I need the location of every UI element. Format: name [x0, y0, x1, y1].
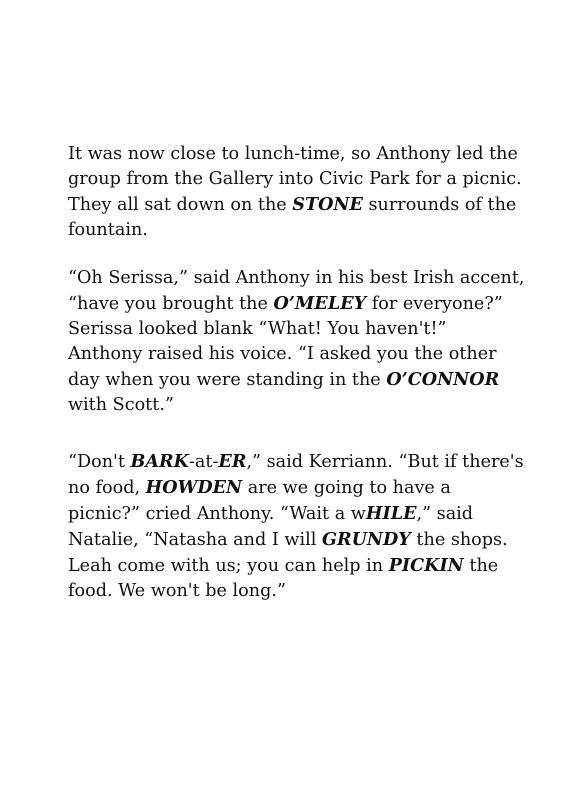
text-line [68, 317, 508, 342]
text-line [68, 527, 508, 553]
text-line [68, 553, 508, 579]
emphasized-pun: O’MELEY [273, 293, 367, 314]
emphasized-pun: BARK [130, 451, 189, 472]
text-run: “have you brought the [68, 294, 274, 314]
emphasized-pun: ER [218, 451, 247, 472]
text-run: ,” said Kerriann. “But if there's [246, 452, 524, 472]
text-run: Serissa looked blank “What! You haven't!” [68, 319, 447, 339]
text-run: for everyone?” [366, 294, 503, 314]
text-line [68, 393, 508, 418]
text-line [68, 266, 525, 291]
text-line [68, 142, 518, 167]
text-line [68, 367, 508, 393]
emphasized-pun: STONE [292, 194, 363, 215]
text-run: They all sat down on the [68, 195, 293, 215]
text-run: ,” said [416, 504, 474, 524]
text-run: picnic?” cried Anthony. “Wait a w [68, 504, 366, 524]
text-line [68, 579, 508, 604]
emphasized-pun: GRUNDY [321, 529, 411, 550]
text-line [68, 192, 517, 218]
emphasized-pun: PICKIN [388, 555, 464, 576]
text-line [68, 449, 524, 475]
text-run: surrounds of the [362, 195, 517, 215]
text-run: with Scott.” [68, 395, 174, 415]
text-run: the shops. [410, 530, 508, 550]
text-line [68, 342, 508, 367]
paragraph-1 [68, 142, 522, 243]
emphasized-pun: HILE [365, 503, 417, 524]
text-run: day when you were standing in the [68, 370, 387, 390]
text-run: “Don't [68, 452, 131, 472]
text-line [68, 291, 508, 317]
text-run: “Oh Serissa,” said Anthony in his best Irish accent, [68, 268, 525, 288]
text-run: the [463, 556, 499, 576]
text-run: -at- [188, 452, 219, 472]
paragraph-2 [68, 266, 525, 418]
text-line [68, 475, 508, 501]
emphasized-pun: O’CONNOR [386, 369, 500, 390]
text-run: Anthony raised his voice. “I asked you the other [68, 344, 497, 364]
paragraph-3 [68, 449, 524, 604]
text-line [68, 501, 508, 527]
text-run: fountain. [68, 220, 148, 240]
text-run: group from the Gallery into Civic Park for a picnic. [68, 169, 522, 189]
text-run: Natalie, “Natasha and I will [68, 530, 322, 550]
text-run: Leah come with us; you can help in [68, 556, 389, 576]
text-run: It was now close to lunch-time, so Anthony led the [68, 144, 518, 164]
text-line [68, 218, 508, 243]
text-run: food. We won't be long.” [68, 581, 286, 601]
text-line [68, 167, 522, 192]
emphasized-pun: HOWDEN [145, 477, 243, 498]
text-run: are we going to have a [242, 478, 451, 498]
text-run: no food, [68, 478, 146, 498]
